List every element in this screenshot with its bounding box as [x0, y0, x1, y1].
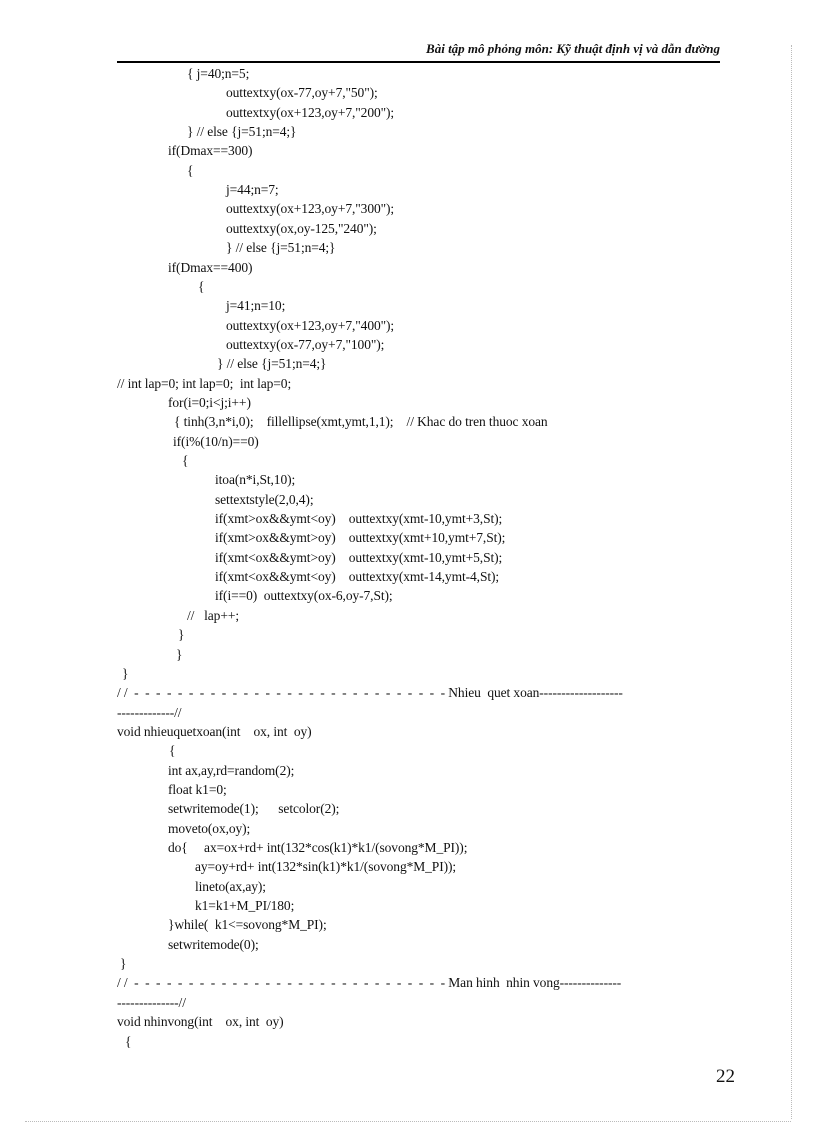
- code-line: {: [198, 278, 205, 294]
- code-line: if(Dmax==400): [168, 259, 253, 275]
- code-line: } // else {j=51;n=4;}: [187, 124, 297, 140]
- code-line: { j=40;n=5;: [187, 66, 250, 81]
- code-line: ay=oy+rd+ int(132*sin(k1)*k1/(sovong*M_PI));: [195, 859, 457, 875]
- code-line: outtextxy(ox+123,oy+7,"400");: [226, 317, 395, 333]
- code-line: {: [187, 162, 194, 178]
- page-bottom-border: [25, 1121, 791, 1122]
- code-line: for(i=0;i<j;i++): [168, 394, 251, 410]
- code-line: {: [182, 453, 189, 468]
- code-line: int ax,ay,rd=random(2);: [168, 762, 295, 778]
- code-line: }: [122, 665, 129, 681]
- code-line: j=44;n=7;: [226, 182, 279, 198]
- page-right-border: [791, 45, 792, 1119]
- code-line: outtextxy(ox+123,oy+7,"200");: [226, 104, 395, 120]
- code-line: j=41;n=10;: [226, 298, 286, 314]
- code-line: } // else {j=51;n=4;}: [217, 356, 327, 372]
- code-line: void nhinvong(int ox, int oy): [117, 1014, 284, 1030]
- code-line: if(i%(10/n)==0): [173, 433, 259, 449]
- code-line: {: [125, 1033, 132, 1049]
- code-line: moveto(ox,oy);: [168, 820, 251, 836]
- code-line: -------------//: [117, 704, 182, 720]
- code-line: if(xmt>ox&&ymt<oy) outtextxy(xmt-10,ymt+3,St);: [215, 511, 503, 527]
- code-line: --------------//: [117, 994, 186, 1010]
- code-line: if(xmt<ox&&ymt>oy) outtextxy(xmt-10,ymt+5,St);: [215, 549, 503, 565]
- header-title: Bài tập mô phỏng môn: Kỹ thuật định vị và dẫn đường: [426, 41, 720, 56]
- code-line: // int lap=0; int lap=0; int lap=0;: [117, 375, 292, 391]
- code-line: }: [178, 627, 185, 643]
- code-line: k1=k1+M_PI/180;: [195, 898, 295, 914]
- code-line: {: [169, 743, 176, 759]
- code-line: if(xmt>ox&&ymt>oy) outtextxy(xmt+10,ymt+7,St);: [215, 530, 506, 546]
- code-line: outtextxy(ox+123,oy+7,"300");: [226, 201, 395, 217]
- code-line: lineto(ax,ay);: [195, 878, 266, 894]
- code-line: / / - - - - - - - - - - - - - - - - - - - - - - - - - - - - - Nhieu quet xoan-------------------: [117, 685, 623, 701]
- code-line: }: [120, 956, 127, 972]
- code-line: do{ ax=ox+rd+ int(132*cos(k1)*k1/(sovong*M_PI));: [168, 840, 468, 855]
- code-line: if(xmt<ox&&ymt<oy) outtextxy(xmt-14,ymt-4,St);: [215, 569, 500, 585]
- page-number: 22: [716, 1066, 735, 1087]
- code-line: settextstyle(2,0,4);: [215, 491, 314, 507]
- code-line: / / - - - - - - - - - - - - - - - - - - - - - - - - - - - - - Man hinh nhin vong--------------: [117, 975, 622, 991]
- code-line: // lap++;: [187, 607, 239, 623]
- code-line: } // else {j=51;n=4;}: [226, 240, 336, 256]
- code-line: if(Dmax==300): [168, 143, 253, 159]
- code-line: outtextxy(ox,oy-125,"240");: [226, 220, 377, 236]
- code-line: { tinh(3,n*i,0); fillellipse(xmt,ymt,1,1); // Khac do tren thuoc xoan: [174, 414, 548, 430]
- code-line: }: [176, 646, 183, 662]
- code-line: outtextxy(ox-77,oy+7,"50");: [226, 85, 378, 101]
- page-header: [117, 41, 720, 63]
- code-line: }while( k1<=sovong*M_PI);: [168, 917, 327, 933]
- code-line: void nhieuquetxoan(int ox, int oy): [117, 723, 312, 739]
- code-line: float k1=0;: [168, 781, 227, 797]
- code-line: setwritemode(1); setcolor(2);: [168, 801, 340, 817]
- code-line: outtextxy(ox-77,oy+7,"100");: [226, 336, 385, 352]
- code-line: itoa(n*i,St,10);: [215, 472, 296, 488]
- code-line: setwritemode(0);: [168, 936, 259, 952]
- code-line: if(i==0) outtextxy(ox-6,oy-7,St);: [215, 588, 393, 604]
